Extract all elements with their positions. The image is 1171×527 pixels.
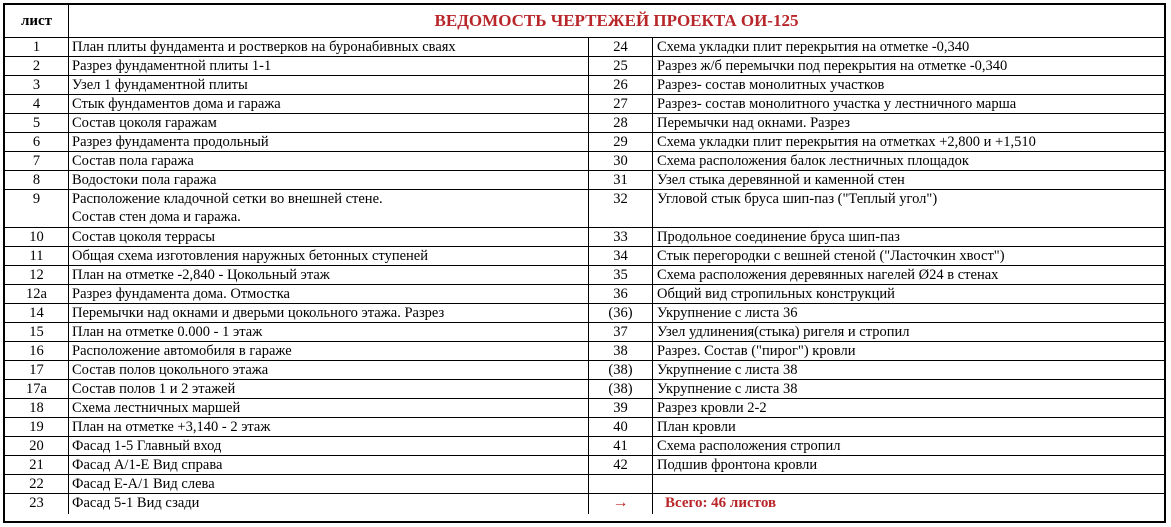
drawing-name xyxy=(653,285,1164,303)
drawing-name xyxy=(69,76,589,94)
table-row xyxy=(5,266,1164,285)
sheet-number xyxy=(5,95,69,113)
drawing-name xyxy=(653,342,1164,360)
sheet-number-text: 6 xyxy=(32,134,41,150)
drawing-name-text: Фасад А/1-Е Вид справа xyxy=(72,457,223,473)
sheet-number-text: 12 xyxy=(29,267,44,283)
sheet-number xyxy=(5,228,69,246)
drawing-name-text: План кровли xyxy=(657,419,736,435)
sheet-column-header: лист xyxy=(5,5,69,37)
drawing-name xyxy=(69,380,589,398)
sheet-number-text: 39 xyxy=(613,400,628,416)
drawing-name xyxy=(653,171,1164,189)
table-row xyxy=(5,475,1164,494)
drawing-name-text: Фасад Е-А/1 Вид слева xyxy=(72,476,215,492)
drawing-name xyxy=(653,38,1164,56)
sheet-number xyxy=(5,380,69,398)
sheet-number-text: 15 xyxy=(29,324,44,340)
sheet-number xyxy=(5,38,69,56)
drawing-name-text: Разрез- состав монолитных участков xyxy=(657,77,885,93)
sheet-number xyxy=(589,152,653,170)
sheet-number xyxy=(589,57,653,75)
drawing-name-text: Разрез фундаментной плиты 1-1 xyxy=(72,58,272,74)
drawing-name-text: Расположение кладочной сетки во внешней стене. xyxy=(72,191,383,207)
table-row xyxy=(5,418,1164,437)
sheet-number-text: 21 xyxy=(29,457,44,473)
drawing-name xyxy=(69,95,589,113)
sheet-number xyxy=(5,152,69,170)
drawing-name-text: Состав цоколя террасы xyxy=(72,229,215,245)
sheet-number xyxy=(5,266,69,284)
table-row xyxy=(5,228,1164,247)
sheet-number xyxy=(589,76,653,94)
sheet-number xyxy=(589,456,653,474)
sheet-number-text: 14 xyxy=(29,305,44,321)
drawing-name xyxy=(69,285,589,303)
drawing-name-text: Укрупнение с листа 36 xyxy=(657,305,798,321)
drawing-list-table xyxy=(3,3,1166,523)
sheet-number-text: 31 xyxy=(613,172,628,188)
table-row xyxy=(5,76,1164,95)
sheet-number xyxy=(589,418,653,436)
drawing-name xyxy=(69,266,589,284)
table-row xyxy=(5,171,1164,190)
drawing-name xyxy=(69,418,589,436)
drawing-name xyxy=(69,456,589,474)
table-title: ВЕДОМОСТЬ ЧЕРТЕЖЕЙ ПРОЕКТА ОИ-125 xyxy=(434,11,799,30)
sheet-number-text: 36 xyxy=(613,286,628,302)
sheet-number-text: (38) xyxy=(608,362,633,378)
sheet-number-text: (38) xyxy=(608,381,633,397)
drawing-name-text: Разрез- состав монолитного участка у лестничного марша xyxy=(657,96,1017,112)
sheet-number-text: 28 xyxy=(613,115,628,131)
drawing-name-text: Стык фундаментов дома и гаража xyxy=(72,96,281,112)
table-row xyxy=(5,247,1164,266)
sheet-number-text: 17а xyxy=(26,381,47,397)
drawing-name xyxy=(69,38,589,56)
sheet-number-text: 41 xyxy=(613,438,628,454)
drawing-name xyxy=(69,437,589,455)
drawing-name-text: Разрез ж/б перемычки под перекрытия на отметке -0,340 xyxy=(657,58,1008,74)
drawing-name xyxy=(69,247,589,265)
sheet-number xyxy=(5,285,69,303)
sheet-number xyxy=(589,171,653,189)
sheet-number xyxy=(589,228,653,246)
drawing-name xyxy=(653,266,1164,284)
sheet-number xyxy=(589,285,653,303)
sheet-number-text: 20 xyxy=(29,438,44,454)
drawing-name xyxy=(69,228,589,246)
drawing-name xyxy=(69,152,589,170)
drawing-name xyxy=(653,228,1164,246)
drawing-name-text: Схема расположения балок лестничных площадок xyxy=(657,153,969,169)
drawing-name xyxy=(653,323,1164,341)
sheet-number xyxy=(589,266,653,284)
sheet-number xyxy=(589,342,653,360)
sheet-number xyxy=(589,190,653,227)
drawing-name xyxy=(69,304,589,322)
sheet-number-text: 26 xyxy=(613,77,628,93)
sheet-number xyxy=(5,437,69,455)
sheet-number-text: 8 xyxy=(32,172,41,188)
table-row xyxy=(5,342,1164,361)
drawing-name-text: Состав полов 1 и 2 этажей xyxy=(72,381,236,397)
sheet-number xyxy=(5,171,69,189)
drawing-name xyxy=(69,342,589,360)
drawing-name-text: План плиты фундамента и ростверков на буронабивных сваях xyxy=(72,39,456,55)
table-row xyxy=(5,38,1164,57)
drawing-name-text: Разрез фундамента дома. Отмостка xyxy=(72,286,290,302)
drawing-name xyxy=(69,171,589,189)
drawing-name-text: План на отметке -2,840 - Цокольный этаж xyxy=(72,267,330,283)
sheet-number-text: 17 xyxy=(29,362,44,378)
sheet-number-text: 1 xyxy=(32,39,41,55)
sheet-number-text: 11 xyxy=(29,248,44,264)
table-row xyxy=(5,399,1164,418)
table-row xyxy=(5,133,1164,152)
table-row xyxy=(5,190,1164,228)
table-row xyxy=(5,323,1164,342)
table-row xyxy=(5,114,1164,133)
drawing-name-text: План на отметке +3,140 - 2 этаж xyxy=(72,419,271,435)
drawing-name xyxy=(653,95,1164,113)
sheet-number xyxy=(589,133,653,151)
drawing-name-text: Угловой стык бруса шип-паз ("Теплый угол") xyxy=(657,191,938,207)
drawing-name xyxy=(653,475,1164,493)
drawing-name-text: Перемычки над окнами и дверьми цокольного этажа. Разрез xyxy=(72,305,445,321)
sheet-number-text: 32 xyxy=(613,191,628,207)
table-row xyxy=(5,361,1164,380)
sheet-number xyxy=(5,323,69,341)
drawing-name-text: Общий вид стропильных конструкций xyxy=(657,286,895,302)
sheet-number xyxy=(5,475,69,493)
sheet-number-text: 29 xyxy=(613,134,628,150)
drawing-name-text: Состав цоколя гаражам xyxy=(72,115,217,131)
drawing-name-text: Расположение автомобиля в гараже xyxy=(72,343,292,359)
table-row xyxy=(5,494,1164,514)
drawing-name xyxy=(69,323,589,341)
drawing-name-text: План на отметке 0.000 - 1 этаж xyxy=(72,324,263,340)
drawing-name-text: Схема расположения стропил xyxy=(657,438,841,454)
table-row xyxy=(5,57,1164,76)
sheet-number xyxy=(589,95,653,113)
drawing-name-text: Укрупнение с листа 38 xyxy=(657,381,798,397)
drawing-name-text: Общая схема изготовления наружных бетонных ступеней xyxy=(72,248,428,264)
drawing-name xyxy=(69,190,589,227)
sheet-number xyxy=(5,418,69,436)
table-row xyxy=(5,456,1164,475)
sheet-number xyxy=(589,38,653,56)
drawing-name-text: Разрез. Состав ("пирог") кровли xyxy=(657,343,856,359)
sheet-number xyxy=(589,323,653,341)
sheet-number xyxy=(5,399,69,417)
sheet-number xyxy=(5,57,69,75)
drawing-name-text-line2: Состав стен дома и гаража. xyxy=(72,209,241,225)
drawing-name-text: Схема лестничных маршей xyxy=(72,400,241,416)
drawing-name xyxy=(69,399,589,417)
sheet-number xyxy=(589,114,653,132)
table-row xyxy=(5,285,1164,304)
sheet-number xyxy=(589,380,653,398)
drawing-name xyxy=(653,114,1164,132)
drawing-name-text: Схема расположения деревянных нагелей Ø24 в стенах xyxy=(657,267,999,283)
drawing-name-text: Продольное соединение бруса шип-паз xyxy=(657,229,900,245)
drawing-name xyxy=(69,475,589,493)
sheet-number xyxy=(589,475,653,493)
sheet-number xyxy=(589,399,653,417)
drawing-name xyxy=(653,399,1164,417)
drawing-name xyxy=(653,437,1164,455)
sheet-number-text: 34 xyxy=(613,248,628,264)
sheet-number xyxy=(589,247,653,265)
drawing-name-text: Водостоки пола гаража xyxy=(72,172,217,188)
drawing-name xyxy=(653,76,1164,94)
sheet-number-text: 7 xyxy=(32,153,41,169)
sheet-number xyxy=(589,437,653,455)
drawing-name-text: Перемычки над окнами. Разрез xyxy=(657,115,850,131)
sheet-number xyxy=(5,494,69,514)
drawing-name-text: Узел стыка деревянной и каменной стен xyxy=(657,172,905,188)
arrow-glyph: → xyxy=(612,494,629,511)
drawing-name xyxy=(653,247,1164,265)
sheet-number-text: 35 xyxy=(613,267,628,283)
table-row xyxy=(5,304,1164,323)
drawing-name-text: Схема укладки плит перекрытия на отметках +2,800 и +1,510 xyxy=(657,134,1036,150)
drawing-name xyxy=(653,133,1164,151)
sheet-number xyxy=(589,361,653,379)
sheet-number-text: 40 xyxy=(613,419,628,435)
sheet-number-text: 25 xyxy=(613,58,628,74)
table-row xyxy=(5,152,1164,171)
drawing-name xyxy=(653,190,1164,227)
table-row xyxy=(5,380,1164,399)
sheet-number xyxy=(5,456,69,474)
sheet-number-text: 23 xyxy=(29,495,44,511)
sheet-number-text: 2 xyxy=(32,58,41,74)
sheet-number-text: 30 xyxy=(613,153,628,169)
sheet-number-text: 24 xyxy=(613,39,628,55)
sheet-number xyxy=(5,114,69,132)
drawing-name xyxy=(653,418,1164,436)
drawing-name-text: Состав пола гаража xyxy=(72,153,194,169)
drawing-name-text: Фасад 5-1 Вид сзади xyxy=(72,495,200,511)
sheet-number xyxy=(5,361,69,379)
sheet-number xyxy=(5,304,69,322)
drawing-name xyxy=(653,304,1164,322)
table-header xyxy=(5,5,1164,38)
drawing-name xyxy=(653,456,1164,474)
drawing-name-text: Разрез кровли 2-2 xyxy=(657,400,767,416)
sheet-number-text: 10 xyxy=(29,229,44,245)
drawing-name xyxy=(69,133,589,151)
sheet-number-text: 5 xyxy=(32,115,41,131)
sheet-number xyxy=(5,342,69,360)
sheet-number xyxy=(589,304,653,322)
sheet-number-text: 9 xyxy=(32,191,41,207)
sheet-number-text: 27 xyxy=(613,96,628,112)
drawing-name-text: Узел 1 фундаментной плиты xyxy=(72,77,248,93)
drawing-name xyxy=(653,361,1164,379)
sheet-number-text: 42 xyxy=(613,457,628,473)
drawing-name xyxy=(69,114,589,132)
table-row xyxy=(5,437,1164,456)
sheet-number-text: 33 xyxy=(613,229,628,245)
drawing-name xyxy=(69,494,589,514)
drawing-name-text: Фасад 1-5 Главный вход xyxy=(72,438,222,454)
drawing-name-text: Стык перегородки с вешней стеной ("Ласточкин хвост") xyxy=(657,248,1005,264)
sheet-number-text: 12а xyxy=(26,286,47,302)
drawing-name-text: Схема укладки плит перекрытия на отметке -0,340 xyxy=(657,39,970,55)
total-sheets xyxy=(653,494,1164,514)
sheet-number-text: 19 xyxy=(29,419,44,435)
drawing-name xyxy=(653,57,1164,75)
sheet-number-text: (36) xyxy=(608,305,633,321)
sheet-number-text: 3 xyxy=(32,77,41,93)
drawing-name-text: Укрупнение с листа 38 xyxy=(657,362,798,378)
drawing-name-text: Подшив фронтона кровли xyxy=(657,457,818,473)
drawing-name-text: Разрез фундамента продольный xyxy=(72,134,269,150)
sheet-number-text: 18 xyxy=(29,400,44,416)
total-sheets-text: Всего: 46 листов xyxy=(665,495,777,511)
sheet-number-text: 16 xyxy=(29,343,44,359)
sheet-number xyxy=(5,76,69,94)
sheet-number-text: 4 xyxy=(32,96,41,112)
sheet-number-text: 37 xyxy=(613,324,628,340)
sheet-number-text: 22 xyxy=(29,476,44,492)
sheet-number-text: 38 xyxy=(613,343,628,359)
drawing-name-text: Состав полов цокольного этажа xyxy=(72,362,269,378)
drawing-name xyxy=(653,152,1164,170)
sheet-number xyxy=(5,247,69,265)
drawing-name xyxy=(653,380,1164,398)
sheet-number xyxy=(5,190,69,227)
drawing-name xyxy=(69,361,589,379)
sheet-number xyxy=(5,133,69,151)
table-row xyxy=(5,95,1164,114)
arrow-icon xyxy=(589,494,653,514)
drawing-name-text: Узел удлинения(стыка) ригеля и стропил xyxy=(657,324,910,340)
drawing-name xyxy=(69,57,589,75)
